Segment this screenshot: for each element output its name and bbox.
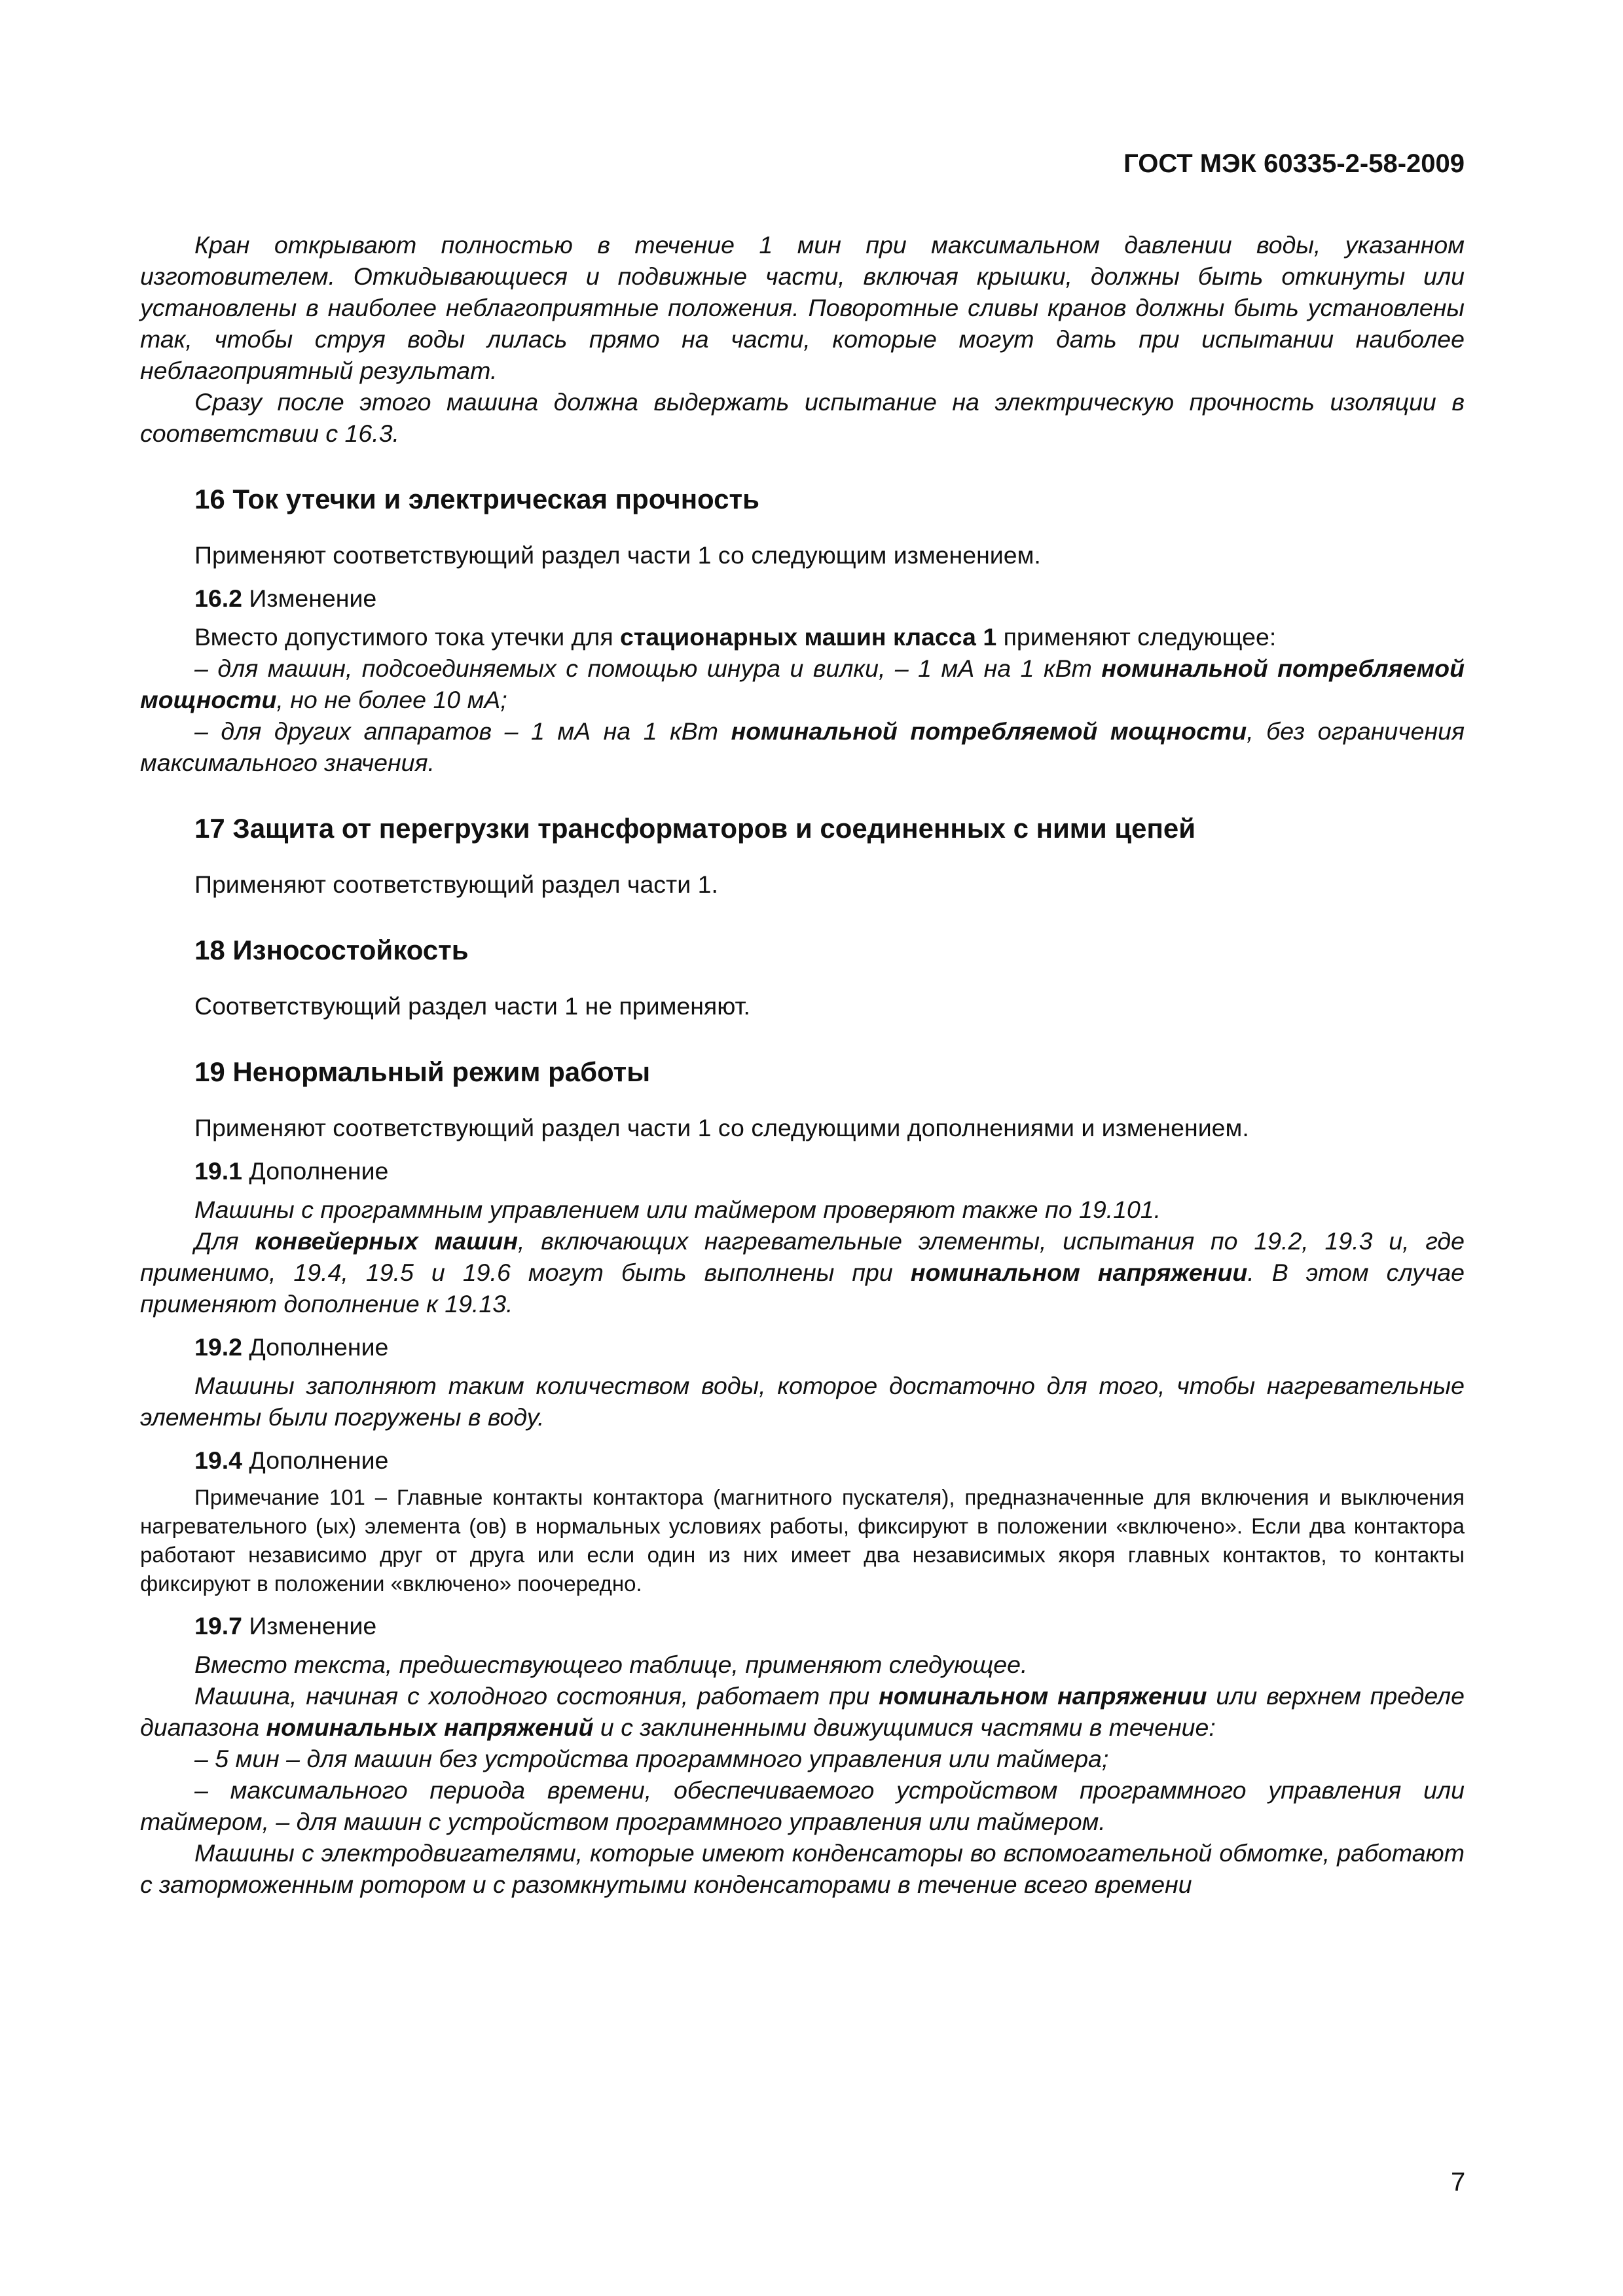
defined-term: номинальных напряжений [266,1713,594,1741]
subsection-19-7-paragraph-1: Вместо текста, предшествующего таблице, применяют следующее. [194,1651,1028,1678]
document-header: ГОСТ МЭК 60335-2-58-2009 [1123,149,1465,178]
subsection-label: Изменение [242,584,377,612]
subsection-19-4-heading [140,1444,1465,1476]
section-18-text: Соответствующий раздел части 1 не применяют. [194,992,750,1020]
subsection-number: 19.4 [194,1446,242,1474]
subsection-16-2-heading [140,583,1465,614]
section-16-text: Применяют соответствующий раздел части 1 со следующим изменением. [194,541,1041,569]
section-18-heading: 18 Износостойкость [194,935,469,965]
intro-paragraph-2: Сразу после этого машина должна выдержать испытание на электрическую прочность изоляции в соответствии с 16.3. [140,388,1465,447]
list-item-19-7-1: – 5 мин – для машин без устройства программного управления или таймера; [194,1745,1109,1772]
section-16-heading: 16 Ток утечки и электрическая прочность [194,484,759,514]
subsection-number: 19.7 [194,1612,242,1640]
subsection-label: Дополнение [242,1446,389,1474]
list-item-16-1: – для машин, подсоединяемых с помощью шнура и вилки, – 1 мА на 1 кВт номинальной потребляемой мощности, но не более 10 мА; [140,655,1465,713]
defined-term: номинальной потребляемой мощности [140,655,1465,713]
subsection-number: 16.2 [194,584,242,612]
subsection-19-1-paragraph-2: Для конвейерных машин, включающих нагревательные элементы, испытания по 19.2, 19.3 и, где применимо, 19.4, 19.5 и 19.6 могут быть выполнены при номинальном напряжении. В этом случае применяют дополнение к 19.13. [140,1227,1465,1318]
defined-term: номинальном напряжении [910,1259,1248,1286]
list-item-19-7-2: – максимального периода времени, обеспечиваемого устройством программного управления или таймером, – для машин с устройством программного управления или таймером. [140,1776,1465,1835]
subsection-label: Дополнение [242,1333,389,1361]
subsection-label: Дополнение [242,1157,389,1185]
subsection-19-7-heading [140,1610,1465,1641]
defined-term: номинальной потребляемой мощности [731,717,1247,745]
subsection-19-7-paragraph-3: Машины с электродвигателями, которые имеют конденсаторы во вспомогательной обмотке, работают с заторможенным ротором и с разомкнутыми конденсаторами в течение всего времени [140,1839,1465,1898]
subsection-19-1-paragraph-1: Машины с программным управлением или таймером проверяют также по 19.101. [194,1196,1161,1223]
page-number: 7 [1451,2168,1466,2197]
list-item-16-2: – для других аппаратов – 1 мА на 1 кВт номинальной потребляемой мощности, без ограничения максимального значения. [140,717,1465,776]
section-19-text: Применяют соответствующий раздел части 1 со следующими дополнениями и изменением. [194,1114,1249,1141]
defined-term: номинальном напряжении [879,1682,1207,1710]
subsection-19-1-heading [140,1155,1465,1187]
section-17-text: Применяют соответствующий раздел части 1. [194,870,718,898]
subsection-number: 19.1 [194,1157,242,1185]
subsection-19-7-paragraph-2: Машина, начиная с холодного состояния, работает при номинальном напряжении или верхнем пределе диапазона номинальных напряжений и с заклиненными движущимися частями в течение: [140,1682,1465,1741]
note-101: Примечание 101 – Главные контакты контактора (магнитного пускателя), предназначенные для включения и выключения нагревательного (ых) элемента (ов) в нормальных условиях работы, фиксируют в положении «включено». Если два контактора работают независимо друг от друга или если один из них имеет два независимых якоря главных контактов, то контакты фиксируют в положении «включено» поочередно. [140,1485,1465,1596]
section-17-heading: 17 Защита от перегрузки трансформаторов и соединенных с ними цепей [194,813,1196,844]
defined-term: стационарных машин класса 1 [620,623,997,651]
subsection-label: Изменение [242,1612,377,1640]
intro-paragraph-1: Кран открывают полностью в течение 1 мин при максимальном давлении воды, указанном изготовителем. Откидывающиеся и подвижные части, включая крышки, должны быть откинуты или установлены в наиболее неблагоприятные положения. Поворотные сливы кранов должны быть установлены так, чтобы струя воды лилась прямо на части, которые могут дать при испытании наиболее неблагоприятный результат. [140,231,1465,384]
subsection-19-2-paragraph: Машины заполняют таким количеством воды, которое достаточно для того, чтобы нагревательные элементы были погружены в воду. [140,1372,1465,1431]
section-16-lead: Вместо допустимого тока утечки для стационарных машин класса 1 применяют следующее: [194,623,1277,651]
page-content [140,229,1465,1900]
subsection-number: 19.2 [194,1333,242,1361]
defined-term: конвейерных машин [255,1227,518,1255]
section-19-heading: 19 Ненормальный режим работы [194,1056,651,1087]
subsection-19-2-heading [140,1331,1465,1363]
